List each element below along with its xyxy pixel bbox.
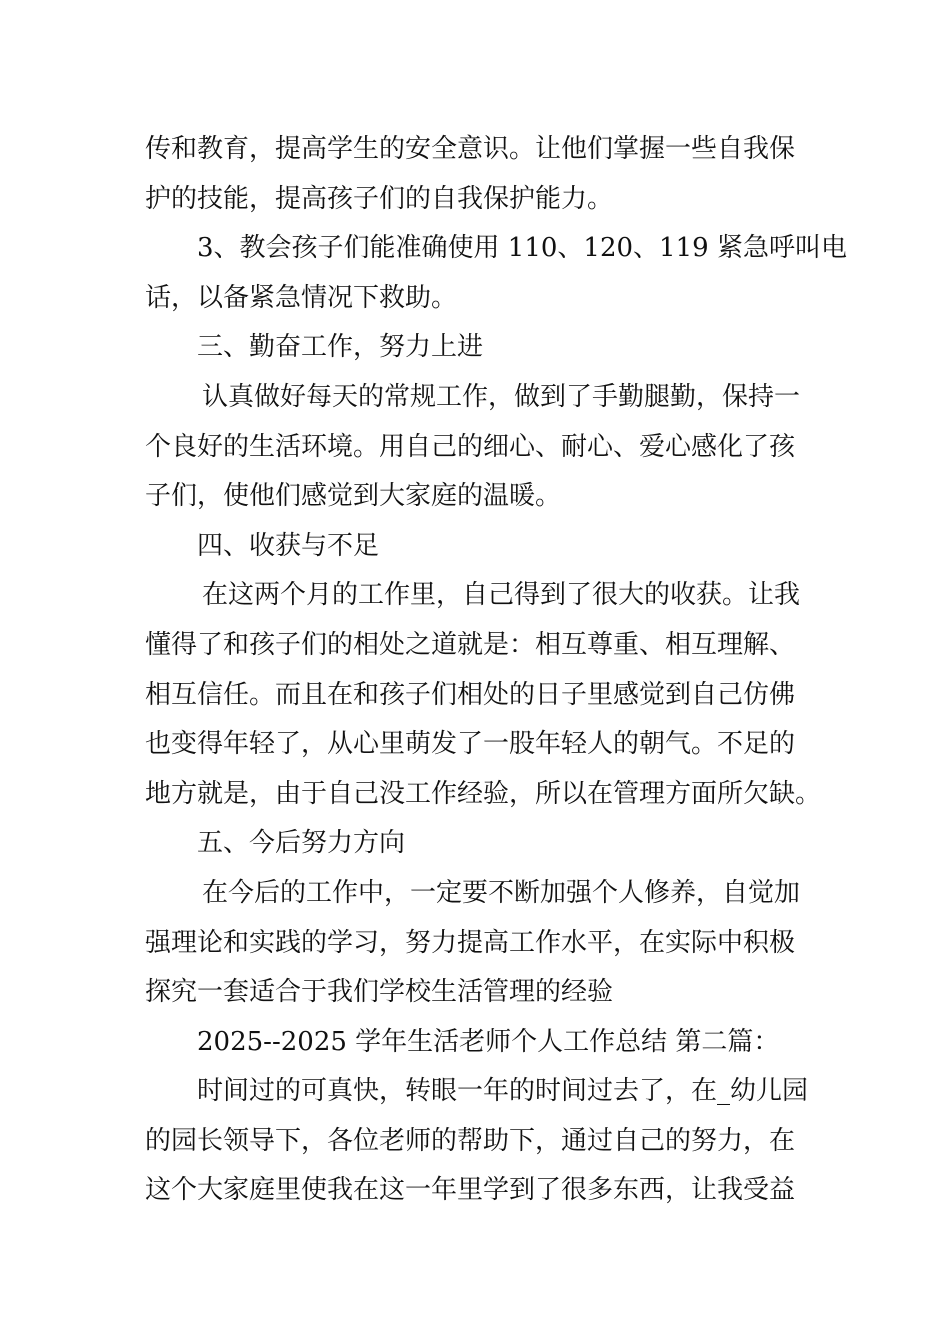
body-text-line: 强理论和实践的学习，努力提高工作水平，在实际中积极 [145, 927, 796, 958]
body-text-line: 话，以备紧急情况下救助。 [145, 282, 458, 313]
body-text-line: 个良好的生活环境。用自己的细心、耐心、爱心感化了孩 [145, 431, 796, 462]
body-text-line: 护的技能，提高孩子们的自我保护能力。 [145, 183, 614, 214]
section-heading-4: 四、收获与不足 [197, 530, 380, 561]
section-heading-3: 三、勤奋工作，努力上进 [197, 332, 484, 363]
body-text-line: 传和教育，提高学生的安全意识。让他们掌握一些自我保 [145, 134, 796, 164]
paragraph-start: 在今后的工作中，一定要不断加强个人修养，自觉加 [202, 877, 801, 908]
paragraph-start: 时间过的可真快，转眼一年的时间过去了，在_幼儿园 [197, 1076, 809, 1107]
section-heading-5: 五、今后努力方向 [197, 828, 406, 859]
paragraph-start: 认真做好每天的常规工作，做到了手勤腿勤，保持一 [202, 381, 801, 412]
article-subtitle: 2025--2025 学年生活老师个人工作总结 第二篇： [197, 1026, 780, 1057]
body-text-line: 相互信任。而且在和孩子们相处的日子里感觉到自己仿佛 [145, 679, 796, 710]
document-body [145, 125, 847, 1216]
body-text-line: 子们，使他们感觉到大家庭的温暖。 [145, 481, 562, 512]
body-text-line: 懂得了和孩子们的相处之道就是：相互尊重、相互理解、 [145, 629, 796, 660]
body-text-line: 也变得年轻了，从心里萌发了一股年轻人的朝气。不足的 [145, 729, 796, 760]
body-text-line: 这个大家庭里使我在这一年里学到了很多东西，让我受益 [145, 1175, 796, 1206]
body-text-line: 的园长领导下，各位老师的帮助下，通过自己的努力，在 [145, 1125, 796, 1156]
list-item-3: 3、教会孩子们能准确使用 110、120、119 紧急呼叫电 [197, 233, 847, 264]
paragraph-start: 在这两个月的工作里，自己得到了很大的收获。让我 [202, 580, 801, 611]
body-text-line: 探究一套适合于我们学校生活管理的经验 [145, 977, 614, 1008]
body-text-line: 地方就是，由于自己没工作经验，所以在管理方面所欠缺。 [145, 778, 822, 809]
